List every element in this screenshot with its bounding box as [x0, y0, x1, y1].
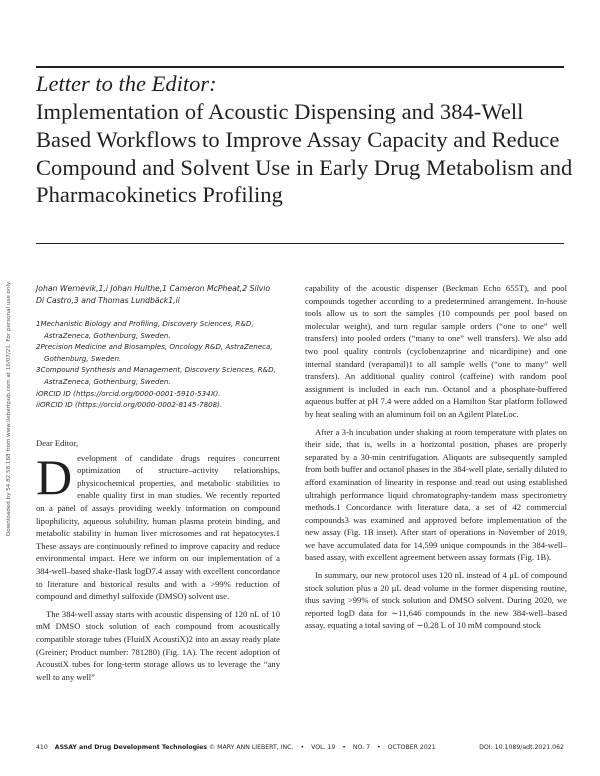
affiliation-2: 2Precision Medicine and Biosamples, Oncology R&D, AstraZeneca, Gothenburg, Sweden. [36, 342, 273, 363]
paragraph-1 [36, 448, 280, 603]
article-title-block [36, 70, 576, 209]
paragraph-2: The 384-well assay starts with acoustic dispensing of 120 nL of 10 mM DMSO stock solution of each compound from acoustically compatible storage tubes (FluidX AcoustiX)2 into an assay ready plate (Greiner; Product number: 781280) (Fig. 1A). The recent adoption of AcoustiX tubes for long-term storage allows us to leverage the “any well to any well” [36, 608, 280, 682]
orcid-2: iiORCID ID (https://orcid.org/0000-0002-8145-7808). [36, 400, 223, 410]
author-list: Johan Wernevik,1,i Johan Hulthe,1 Cameron McPheat,2 Silvio Di Castro,3 and Thomas Lundbäck1,ii [36, 284, 271, 306]
paragraph-5: In summary, our new protocol uses 120 nL instead of 4 μL of compound stock solution plus a 20 μL dead volume in the former dispensing routine, thus saving >99% of stock solution and DMSO solvent. During 2020, we reported logD data for ∼11,646 compounds in the new 384-well–based assay, equating a total saving of ∼0.28 L of 10 mM compound stock [305, 570, 567, 631]
affiliation-3: 3Compound Synthesis and Management, Discovery Sciences, R&D, AstraZeneca, Gothenburg, Sweden. [36, 365, 276, 386]
download-notice-sidebar [6, 236, 18, 536]
salutation: Dear Editor, [36, 438, 79, 448]
issue: NO. 7 [352, 744, 371, 751]
paragraph-3: capability of the acoustic dispenser (Beckman Echo 655T), and pool compounds together according to a predetermined arrangement. In-house tools allow us to sort the samples (10 compounds per pool based on molecular weight), and turn regular sample orders (“one to one” well transfers) into pooled orders (“many to one” well transfers). We also add two pool quality controls (cyclobenzaprine and nicardipine) and one internal standard (verapamil)1 to all sample wells (“one to many” well transfers). An additional quality control (caffeine) with random pool assignment is included in each run. Octanol and a phosphate-buffered aqueous buffer at pH 7.4 were added on a Hamilton Star platform followed by heat sealing with an aluminum foil on an Agilent PlateLoc. [305, 283, 567, 419]
issue-date: OCTOBER 2021 [387, 744, 436, 751]
title-rule [36, 243, 564, 244]
page-footer: 410 ASSAY and Drug Development Technologies © MARY ANN LIEBERT, INC. • VOL. 19 • NO. 7 • OCTOBER 2021 DOI: 10.1089/adt.2021.062 [36, 744, 564, 751]
article-type: Letter to the Editor: [36, 71, 217, 96]
paragraph-4: After a 3-h incubation under shaking at room temperature with plates on their side, that is, wells in a horizontal position, phases are properly separated by a 30-min centrifugation. Aliquots are subsequently sampled from both buffer and octanol phases in the 384-well plate, serially diluted to afford examination of linearity in response and read out using established ultrahigh performance liquid chromatography-tandem mass spectrometry methods.1 Concordance with literature data, a set of 42 commercial compounds3 was examined and approved before implementation of the new assay (Fig. 1B inset). After start of operations in November of 2019, we have accumulated data for 14,599 unique compounds in the 384-well–based assay, with excellent agreement between assay formats (Fig. 1B). [305, 426, 567, 563]
drop-cap: D [36, 448, 73, 505]
download-notice-text: Downloaded by 54.82.58.168 from www.liebertpub.com at 10/07/21. For personal use only. [6, 280, 12, 536]
affiliations [36, 318, 280, 411]
paragraph-1-text: evelopment of candidate drugs requires concurrent optimization of structure–activity relationships, physicochemical properties, and metabolic stabilities to enable quality first in man studies. We recently reported on a panel of assays providing weekly information on compound lipophilicity, aqueous solubility, human plasma protein binding, and metabolic stability in human liver microsomes and rat hepatocytes.1 These assays are continuously refined to improve capacity and reduce environmental impact. Here we inform on our implementation of a 384-well–based shake-flask logD7.4 assay with excellent concordance to literature and historical results and with a >99% reduction of compound and dimethyl sulfoxide (DMSO) solvent use. [36, 452, 280, 602]
doi: DOI: 10.1089/adt.2021.062 [479, 744, 564, 751]
page-number: 410 [36, 744, 48, 751]
left-column [36, 437, 280, 683]
article-title: Implementation of Acoustic Dispensing and 384-Well Based Workflows to Improve Assay Capacity and Reduce Compound and Solvent Use in Early Drug Metabolism and Pharmacokinetics Profiling [36, 99, 573, 208]
orcid-1: iORCID ID (https://orcid.org/0000-0001-5910-534X). [36, 388, 221, 398]
journal-name: ASSAY and Drug Development Technologies [54, 744, 208, 751]
affiliation-1: 1Mechanistic Biology and Profiling, Discovery Sciences, R&D, AstraZeneca, Gothenburg, Sweden. [36, 319, 254, 340]
volume: VOL. 19 [311, 744, 336, 751]
publisher: © MARY ANN LIEBERT, INC. [209, 744, 294, 751]
top-rule [36, 66, 564, 68]
right-column [305, 282, 567, 632]
